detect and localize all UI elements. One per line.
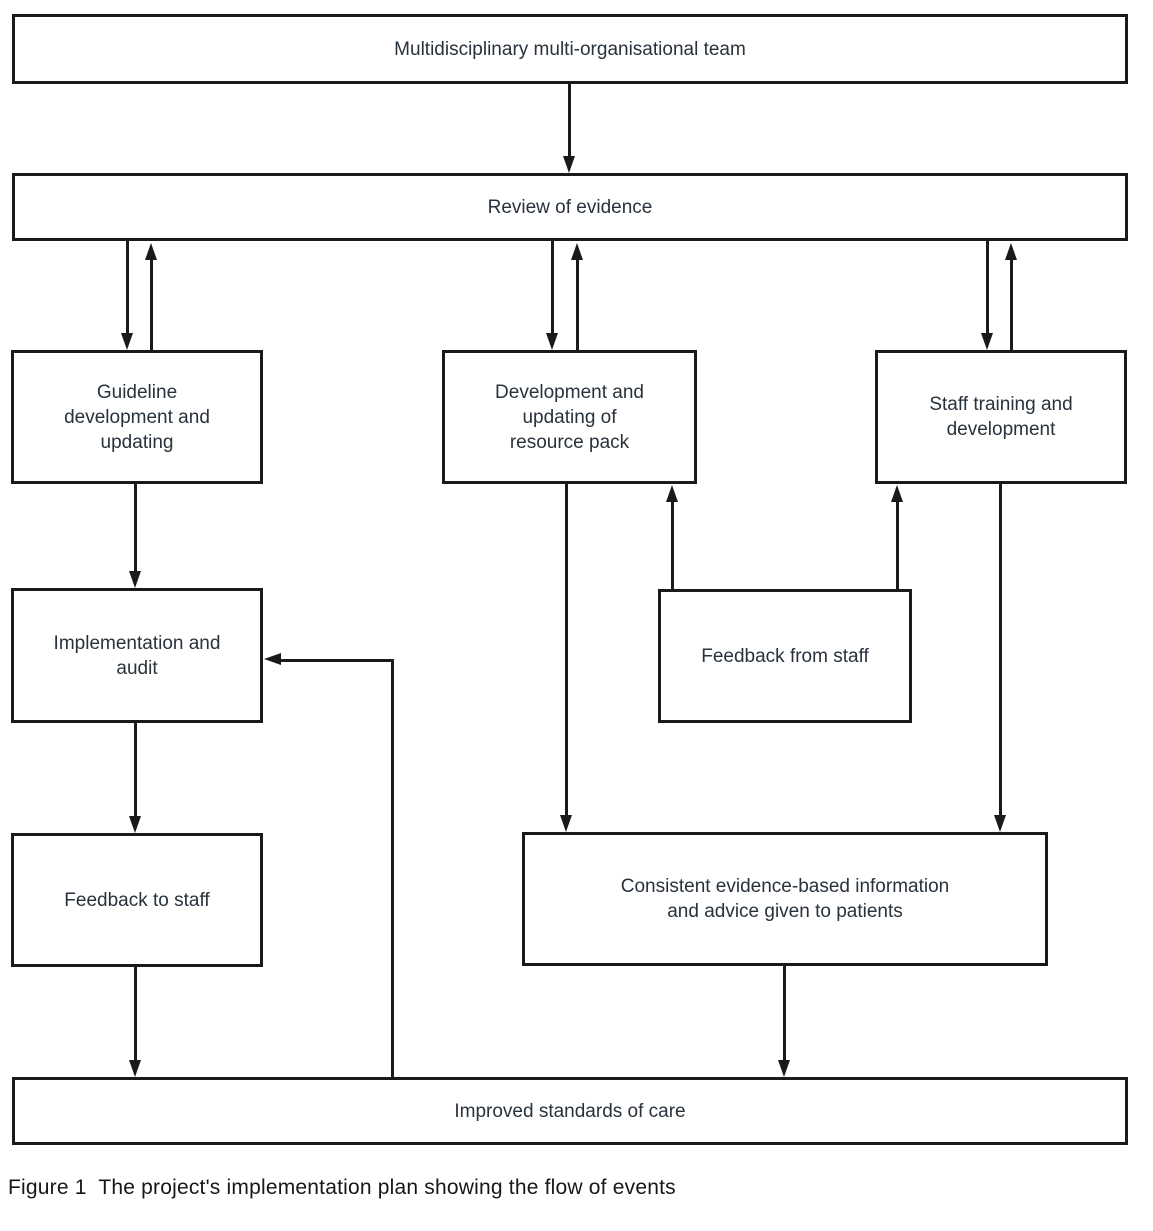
arrow-feedbackstaff-to-stafftraining-head-icon [891, 485, 903, 502]
node-guideline-development: Guideline development and updating [11, 350, 263, 484]
arrow-implementation-to-feedback-head-icon [129, 816, 141, 833]
arrow-staff-to-review-line [1010, 260, 1013, 350]
node-review-of-evidence: Review of evidence [12, 173, 1128, 241]
arrow-review-to-resource-line [551, 241, 554, 333]
arrow-consistent-to-improved-line [783, 966, 786, 1060]
arrow-implementation-to-feedback-line [134, 723, 137, 816]
node-staff-training: Staff training and development [875, 350, 1127, 484]
arrow-resource-to-review-head-icon [571, 243, 583, 260]
arrow-resource-to-review-line [576, 260, 579, 350]
arrow-resource-to-consistent-line [565, 484, 568, 815]
arrow-feedback-to-improved-head-icon [129, 1060, 141, 1077]
arrow-review-to-guideline-line [126, 241, 129, 333]
arrow-review-to-staff-head-icon [981, 333, 993, 350]
arrow-review-to-guideline-head-icon [121, 333, 133, 350]
arrow-team-to-review-line [568, 84, 571, 156]
node-consistent-information: Consistent evidence-based information and advice given to patients [522, 832, 1048, 966]
arrow-feedbackstaff-to-stafftraining-line [896, 502, 899, 589]
node-feedback-to-staff: Feedback to staff [11, 833, 263, 967]
arrow-improved-to-implementation-vline [391, 659, 394, 1077]
node-multidisciplinary-team: Multidisciplinary multi-organisational team [12, 14, 1128, 84]
arrow-team-to-review-head-icon [563, 156, 575, 173]
arrow-staff-to-consistent-line [999, 484, 1002, 815]
arrow-guideline-to-implementation-head-icon [129, 571, 141, 588]
arrow-guideline-to-review-head-icon [145, 243, 157, 260]
arrow-review-to-resource-head-icon [546, 333, 558, 350]
node-implementation-audit: Implementation and audit [11, 588, 263, 723]
arrow-feedbackstaff-to-resource-line [671, 502, 674, 589]
arrow-feedback-to-improved-line [134, 967, 137, 1060]
arrow-improved-to-implementation-head-icon [264, 653, 281, 665]
arrow-resource-to-consistent-head-icon [560, 815, 572, 832]
node-feedback-from-staff: Feedback from staff [658, 589, 912, 723]
arrow-guideline-to-review-line [150, 260, 153, 350]
arrow-staff-to-review-head-icon [1005, 243, 1017, 260]
arrow-consistent-to-improved-head-icon [778, 1060, 790, 1077]
arrow-staff-to-consistent-head-icon [994, 815, 1006, 832]
node-improved-standards: Improved standards of care [12, 1077, 1128, 1145]
arrow-improved-to-implementation-hline [281, 659, 394, 662]
arrow-feedbackstaff-to-resource-head-icon [666, 485, 678, 502]
arrow-guideline-to-implementation-line [134, 484, 137, 571]
arrow-review-to-staff-line [986, 241, 989, 333]
node-resource-pack: Development and updating of resource pack [442, 350, 697, 484]
figure-caption: Figure 1 The project's implementation plan showing the flow of events [8, 1176, 676, 1199]
